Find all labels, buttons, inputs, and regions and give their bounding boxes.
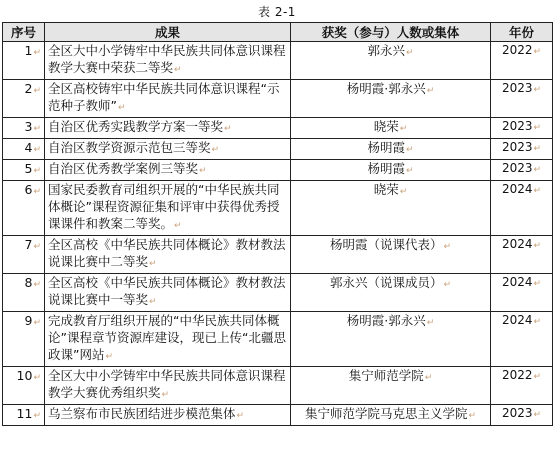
cell-award-text: 集宁师范学院马克思主义学院 [304, 406, 468, 421]
paragraph-mark-icon: ↵ [236, 411, 245, 421]
cell-no [3, 405, 45, 426]
paragraph-mark-icon: ↵ [405, 48, 414, 58]
cell-no [3, 236, 45, 274]
cell-award [291, 181, 491, 236]
paragraph-mark-icon: ↵ [33, 166, 41, 176]
cell-no-text: 11 [16, 406, 33, 421]
cell-year-text: 2022 [501, 43, 533, 57]
cell-no [3, 42, 45, 80]
paragraph-mark-icon: ↵ [33, 318, 41, 328]
cell-year-text: 2024 [501, 313, 533, 327]
cell-title-text: 自治区优秀教学案例三等奖 [48, 161, 199, 176]
cell-no [3, 160, 45, 181]
paragraph-mark-icon: ↵ [533, 279, 542, 289]
cell-year [491, 80, 553, 118]
cell-title [45, 181, 291, 236]
cell-title-text: 全区大中小学铸牢中华民族共同体意识课程教学大赛中荣获二等奖 [48, 43, 286, 75]
header-title: 成果 [45, 23, 291, 42]
cell-year-text: 2023 [501, 140, 533, 154]
paragraph-mark-icon: ↵ [424, 373, 433, 383]
paragraph-mark-icon: ↵ [426, 318, 435, 328]
cell-title-text: 全区大中小学铸牢中华民族共同体意识课程教学大赛优秀组织奖 [48, 368, 286, 400]
table-row [3, 181, 553, 236]
paragraph-mark-icon: ↵ [149, 259, 157, 269]
cell-award-text: 杨明霞·郭永兴 [346, 313, 426, 328]
paragraph-mark-icon: ↵ [399, 187, 408, 197]
paragraph-mark-icon: ↵ [33, 373, 41, 383]
paragraph-mark-icon: ↵ [426, 86, 435, 96]
cell-year [491, 274, 553, 312]
cell-year [491, 405, 553, 426]
paragraph-mark-icon: ↵ [149, 297, 157, 307]
cell-year-text: 2024 [501, 182, 533, 196]
cell-title [45, 405, 291, 426]
paragraph-mark-icon: ↵ [33, 48, 41, 58]
paragraph-mark-icon: ↵ [533, 186, 542, 196]
cell-award-text: 晓荣 [373, 119, 399, 134]
cell-title-text: 自治区优秀实践教学方案一等奖 [48, 119, 224, 134]
cell-no [3, 367, 45, 405]
table-row [3, 405, 553, 426]
table-row [3, 42, 553, 80]
cell-title [45, 118, 291, 139]
paragraph-mark-icon: ↵ [33, 86, 41, 96]
paragraph-mark-icon: ↵ [533, 123, 542, 133]
paragraph-mark-icon: ↵ [199, 166, 207, 176]
cell-no-text: 8 [24, 275, 33, 290]
cell-title [45, 42, 291, 80]
cell-year [491, 139, 553, 160]
paragraph-mark-icon: ↵ [468, 411, 477, 421]
cell-year-text: 2024 [501, 275, 533, 289]
table-row [3, 118, 553, 139]
header-award: 获奖（参与）人数或集体 [291, 23, 491, 42]
cell-award-text: 杨明霞·郭永兴 [346, 81, 426, 96]
table-header-row [3, 23, 553, 42]
cell-no [3, 181, 45, 236]
cell-year [491, 312, 553, 367]
paragraph-mark-icon: ↵ [533, 47, 542, 57]
cell-title [45, 139, 291, 160]
cell-year-text: 2024 [501, 237, 533, 251]
cell-title-text: 全区高校《中华民族共同体概论》教材教法说课比赛中一等奖 [48, 275, 286, 307]
cell-award [291, 42, 491, 80]
cell-title [45, 367, 291, 405]
table-row [3, 139, 553, 160]
cell-award-text: 郭永兴（说课成员） [329, 275, 443, 290]
cell-award-text: 郭永兴 [367, 43, 405, 58]
cell-year-text: 2023 [501, 406, 533, 420]
paragraph-mark-icon: ↵ [399, 124, 408, 134]
cell-year [491, 160, 553, 181]
cell-year-text: 2023 [501, 119, 533, 133]
paragraph-mark-icon: ↵ [33, 280, 41, 290]
cell-award [291, 236, 491, 274]
cell-no-text: 9 [24, 313, 33, 328]
cell-no-text: 3 [24, 119, 33, 134]
cell-year [491, 42, 553, 80]
paragraph-mark-icon: ↵ [161, 390, 170, 400]
paragraph-mark-icon: ↵ [211, 145, 220, 155]
cell-year-text: 2022 [501, 368, 533, 382]
paragraph-mark-icon: ↵ [33, 124, 41, 134]
cell-no [3, 274, 45, 312]
cell-award [291, 405, 491, 426]
table-row [3, 160, 553, 181]
cell-year [491, 181, 553, 236]
cell-year [491, 118, 553, 139]
table-row [3, 80, 553, 118]
cell-no-text: 10 [16, 368, 33, 383]
cell-no-text: 2 [24, 81, 33, 96]
cell-no [3, 312, 45, 367]
paragraph-mark-icon: ↵ [443, 280, 452, 290]
table-row [3, 236, 553, 274]
table-row [3, 367, 553, 405]
cell-year-text: 2023 [501, 81, 533, 95]
cell-title-text: 全区高校铸牢中华民族共同体意识课程“示范种子教师” [48, 81, 280, 113]
cell-no-text: 7 [24, 237, 33, 252]
paragraph-mark-icon: ↵ [533, 241, 542, 251]
cell-title-text: 完成教育厅组织开展的“中华民族共同体概论”课程章节资源库建设，现已上传“北疆思政课”网站 [48, 313, 286, 362]
paragraph-mark-icon: ↵ [533, 165, 542, 175]
paragraph-mark-icon: ↵ [533, 85, 542, 95]
cell-no-text: 4 [24, 140, 33, 155]
cell-award-text: 集宁师范学院 [348, 368, 424, 383]
paragraph-mark-icon: ↵ [533, 410, 542, 420]
cell-award [291, 274, 491, 312]
paragraph-mark-icon: ↵ [405, 145, 414, 155]
paragraph-mark-icon: ↵ [443, 242, 452, 252]
cell-year [491, 367, 553, 405]
cell-title [45, 80, 291, 118]
cell-award [291, 367, 491, 405]
cell-title-text: 乌兰察布市民族团结进步模范集体 [48, 406, 236, 421]
cell-award-text: 杨明霞（说课代表） [329, 237, 443, 252]
cell-title [45, 312, 291, 367]
paragraph-mark-icon: ↵ [533, 317, 542, 327]
cell-award [291, 160, 491, 181]
cell-no-text: 5 [24, 161, 33, 176]
cell-award-text: 晓荣 [373, 182, 399, 197]
cell-award-text: 杨明霞 [367, 161, 405, 176]
cell-title-text: 国家民委教育司组织开展的“中华民族共同体概论”课程资源征集和评审中获得优秀授课课件和教案二等奖。 [48, 182, 280, 231]
paragraph-mark-icon: ↵ [33, 145, 41, 155]
paragraph-mark-icon: ↵ [533, 372, 542, 382]
cell-award [291, 80, 491, 118]
paragraph-mark-icon: ↵ [405, 166, 414, 176]
table-row [3, 312, 553, 367]
cell-year-text: 2023 [501, 161, 533, 175]
cell-no [3, 80, 45, 118]
awards-table [2, 22, 553, 426]
cell-title [45, 274, 291, 312]
paragraph-mark-icon: ↵ [533, 144, 542, 154]
header-year: 年份 [491, 23, 553, 42]
cell-title-text: 全区高校《中华民族共同体概论》教材教法说课比赛中二等奖 [48, 237, 286, 269]
paragraph-mark-icon: ↵ [174, 221, 182, 231]
cell-year [491, 236, 553, 274]
paragraph-mark-icon: ↵ [33, 411, 41, 421]
paragraph-mark-icon: ↵ [33, 187, 41, 197]
cell-title [45, 160, 291, 181]
cell-award [291, 312, 491, 367]
paragraph-mark-icon: ↵ [105, 352, 114, 362]
cell-no-text: 6 [24, 182, 33, 197]
cell-award [291, 139, 491, 160]
cell-title [45, 236, 291, 274]
paragraph-mark-icon: ↵ [174, 65, 182, 75]
cell-no [3, 139, 45, 160]
cell-award [291, 118, 491, 139]
paragraph-mark-icon: ↵ [224, 124, 232, 134]
table-caption: 表 2-1 [258, 5, 296, 19]
paragraph-mark-icon: ↵ [33, 242, 41, 252]
cell-no-text: 1 [24, 43, 33, 58]
table-row [3, 274, 553, 312]
header-no: 序号 [3, 23, 45, 42]
paragraph-mark-icon: ↵ [117, 103, 126, 113]
cell-no [3, 118, 45, 139]
cell-award-text: 杨明霞 [367, 140, 405, 155]
cell-title-text: 自治区教学资源示范包三等奖 [48, 140, 211, 155]
